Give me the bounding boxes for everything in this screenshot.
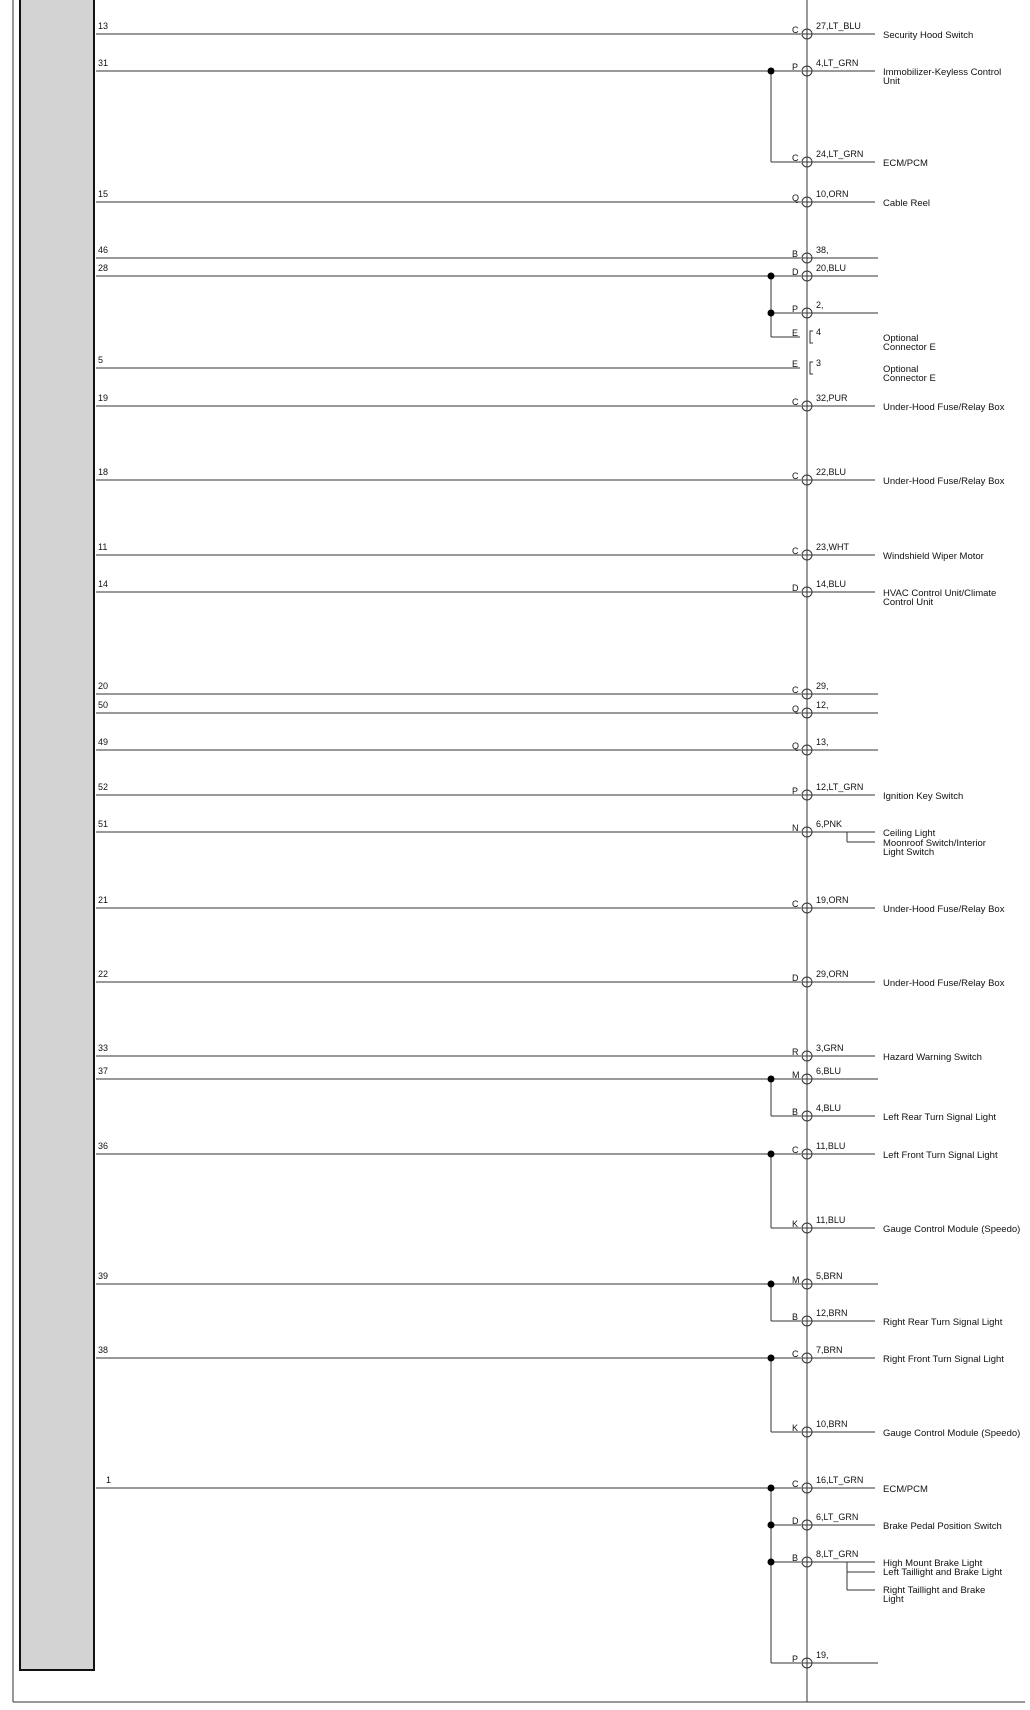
- connector-terminal: 6,LT_GRN: [816, 1512, 859, 1522]
- connector-terminal: 6,PNK: [816, 819, 843, 829]
- component-label: Under-Hood Fuse/Relay Box: [883, 476, 1005, 487]
- connector-terminal: 13,: [816, 737, 829, 747]
- splice-dot-icon: [768, 1355, 775, 1362]
- wire-row: [771, 149, 928, 169]
- connector-terminal: 14,BLU: [816, 579, 847, 589]
- module-pin-number: 20: [98, 681, 109, 691]
- connector-letter: C: [792, 685, 799, 695]
- wire-row: [96, 969, 1005, 989]
- connector-terminal: 12,: [816, 700, 829, 710]
- connector-letter: C: [792, 25, 799, 35]
- connector-letter: P: [792, 1654, 799, 1664]
- wire-row: [96, 579, 996, 608]
- component-label: Left Rear Turn Signal Light: [883, 1112, 997, 1123]
- wire-row: [771, 327, 936, 353]
- wire-row: [96, 58, 1001, 87]
- connector-terminal: 22,BLU: [816, 467, 847, 477]
- connector-letter: C: [792, 471, 799, 481]
- component-label: Under-Hood Fuse/Relay Box: [883, 904, 1005, 915]
- connector-letter: B: [792, 249, 799, 259]
- wire-row: [96, 782, 963, 802]
- connector-terminal: 19,: [816, 1650, 829, 1660]
- connector-letter: B: [792, 1312, 799, 1322]
- connector-terminal: 3,GRN: [816, 1043, 844, 1053]
- connector-terminal: 32,PUR: [816, 393, 848, 403]
- component-label: Gauge Control Module (Speedo): [883, 1224, 1021, 1235]
- component-label: Light: [883, 1594, 904, 1605]
- connector-letter: P: [792, 62, 799, 72]
- component-label: Left Front Turn Signal Light: [883, 1150, 998, 1161]
- wire-row: [96, 355, 936, 384]
- connector-letter: Q: [792, 193, 800, 203]
- connector-letter: P: [792, 786, 799, 796]
- connector-letter: C: [792, 153, 799, 163]
- connector-letter: C: [792, 1349, 799, 1359]
- control-module-body: [20, 0, 94, 1670]
- component-label: Control Unit: [883, 597, 934, 608]
- connector-letter: M: [792, 1070, 800, 1080]
- connector-letter: D: [792, 583, 799, 593]
- connector-terminal: 16,LT_GRN: [816, 1475, 864, 1485]
- connector-terminal: 12,LT_GRN: [816, 782, 864, 792]
- component-label: Optional: [883, 364, 919, 375]
- wire-row: [96, 263, 878, 281]
- module-pin-number: 49: [98, 737, 109, 747]
- component-label: Hazard Warning Switch: [883, 1052, 982, 1063]
- wire-row: [96, 819, 986, 858]
- connector-letter: Q: [792, 741, 800, 751]
- component-label: Right Taillight and Brake: [883, 1585, 986, 1596]
- connector-terminal: 24,LT_GRN: [816, 149, 864, 159]
- splice-dot-icon: [768, 1559, 775, 1566]
- connector-letter: E: [792, 359, 799, 369]
- connector-terminal: 11,BLU: [816, 1141, 846, 1151]
- connector-letter: N: [792, 823, 799, 833]
- wire-row: [96, 21, 973, 41]
- component-label: ECM/PCM: [883, 158, 928, 169]
- module-pin-number: 38: [98, 1345, 109, 1355]
- module-pin-number: 37: [98, 1066, 109, 1076]
- connector-terminal: 29,: [816, 681, 829, 691]
- module-pin-number: 1: [106, 1475, 112, 1485]
- module-pin-number: 33: [98, 1043, 109, 1053]
- connector-terminal: 7,BRN: [816, 1345, 843, 1355]
- connector-terminal: 4: [816, 327, 822, 337]
- connector-terminal: 6,BLU: [816, 1066, 842, 1076]
- connector-terminal: 4,LT_GRN: [816, 58, 859, 68]
- connector-letter: D: [792, 267, 799, 277]
- wire-row: [96, 700, 878, 718]
- component-label: Under-Hood Fuse/Relay Box: [883, 402, 1005, 413]
- connector-letter: D: [792, 973, 799, 983]
- component-label: Connector E: [883, 373, 936, 384]
- connector-terminal: 8,LT_GRN: [816, 1549, 859, 1559]
- splice-dot-icon: [768, 273, 775, 280]
- module-pin-number: 21: [98, 895, 109, 905]
- connector-letter: C: [792, 1145, 799, 1155]
- connector-letter: P: [792, 304, 799, 314]
- wire-row: [771, 1103, 996, 1123]
- connector-terminal: 2,: [816, 300, 824, 310]
- connector-letter: C: [792, 899, 799, 909]
- wire-row: [96, 467, 1005, 487]
- component-label: Security Hood Switch: [883, 30, 974, 41]
- wire-row: [96, 681, 878, 699]
- connector-letter: B: [792, 1107, 799, 1117]
- connector-letter: D: [792, 1516, 799, 1526]
- wire-row: [771, 1549, 1003, 1605]
- connector-letter: Q: [792, 704, 800, 714]
- connector-terminal: 29,ORN: [816, 969, 849, 979]
- connector-terminal: 3: [816, 358, 822, 368]
- connector-letter: M: [792, 1275, 800, 1285]
- splice-dot-icon: [768, 1151, 775, 1158]
- splice-dot-icon: [768, 1076, 775, 1083]
- component-label: Immobilizer-Keyless Control: [883, 67, 1002, 78]
- connector-terminal: 11,BLU: [816, 1215, 846, 1225]
- connector-terminal: 20,BLU: [816, 263, 847, 273]
- connector-terminal: 5,BRN: [816, 1271, 843, 1281]
- module-pin-number: 31: [98, 58, 109, 68]
- connector-letter: K: [792, 1219, 799, 1229]
- wire-row: [771, 1215, 1020, 1235]
- connector-letter: C: [792, 1479, 799, 1489]
- module-pin-number: 22: [98, 969, 109, 979]
- connector-letter: R: [792, 1047, 799, 1057]
- bracket-icon: [810, 362, 813, 374]
- splice-dot-icon: [768, 1522, 775, 1529]
- wire-row: [96, 737, 878, 755]
- module-pin-number: 52: [98, 782, 109, 792]
- component-label: Unit: [883, 76, 900, 87]
- module-pin-number: 36: [98, 1141, 109, 1151]
- wire-row: [96, 189, 930, 209]
- connector-letter: B: [792, 1553, 799, 1563]
- component-label: Gauge Control Module (Speedo): [883, 1428, 1021, 1439]
- module-pin-number: 5: [98, 355, 104, 365]
- wire-row: [96, 1345, 1004, 1365]
- wire-row: [96, 1141, 998, 1161]
- module-pin-number: 46: [98, 245, 109, 255]
- component-label: Ignition Key Switch: [883, 791, 964, 802]
- module-pin-number: 39: [98, 1271, 109, 1281]
- module-pin-number: 15: [98, 189, 109, 199]
- component-label: Optional: [883, 333, 919, 344]
- wire-row: [771, 1512, 1002, 1532]
- wire-row: [96, 542, 984, 562]
- connector-letter: C: [792, 397, 799, 407]
- wire-row: [771, 1419, 1020, 1439]
- module-pin-number: 50: [98, 700, 109, 710]
- connector-terminal: 38,: [816, 245, 829, 255]
- splice-dot-icon: [768, 310, 775, 317]
- wire-row: [96, 1066, 878, 1084]
- component-label: Right Rear Turn Signal Light: [883, 1317, 1003, 1328]
- module-pin-number: 18: [98, 467, 109, 477]
- component-label: Windshield Wiper Motor: [883, 551, 984, 562]
- connector-terminal: 19,ORN: [816, 895, 849, 905]
- wire-row: [771, 300, 878, 318]
- module-pin-number: 11: [98, 542, 108, 552]
- bracket-icon: [810, 331, 813, 343]
- splice-dot-icon: [768, 68, 775, 75]
- module-pin-number: 28: [98, 263, 109, 273]
- connector-terminal: 12,BRN: [816, 1308, 848, 1318]
- module-pin-number: 51: [98, 819, 109, 829]
- connector-letter: K: [792, 1423, 799, 1433]
- wire-rows: [96, 21, 1020, 1668]
- component-label: Under-Hood Fuse/Relay Box: [883, 978, 1005, 989]
- component-label: Connector E: [883, 342, 936, 353]
- wire-row: [96, 1043, 982, 1063]
- connector-terminal: 10,BRN: [816, 1419, 848, 1429]
- module-pin-number: 19: [98, 393, 109, 403]
- component-label: High Mount Brake Light: [883, 1558, 983, 1569]
- component-label: Cable Reel: [883, 198, 930, 209]
- wire-row: [771, 1308, 1003, 1328]
- component-label: Moonroof Switch/Interior: [883, 838, 986, 849]
- component-label: Brake Pedal Position Switch: [883, 1521, 1002, 1532]
- connector-terminal: 4,BLU: [816, 1103, 842, 1113]
- wire-row: [96, 1271, 878, 1289]
- module-pin-number: 14: [98, 579, 109, 589]
- wire-row: [96, 393, 1005, 413]
- component-label: Ceiling Light: [883, 828, 936, 839]
- wire-row: [96, 1475, 928, 1495]
- wire-row: [96, 245, 878, 263]
- connector-terminal: 27,LT_BLU: [816, 21, 861, 31]
- component-label: Right Front Turn Signal Light: [883, 1354, 1004, 1365]
- component-label: Light Switch: [883, 847, 935, 858]
- component-label: ECM/PCM: [883, 1484, 928, 1495]
- connector-terminal: 23,WHT: [816, 542, 850, 552]
- splice-dot-icon: [768, 1485, 775, 1492]
- component-label: Left Taillight and Brake Light: [883, 1567, 1003, 1578]
- splice-dot-icon: [768, 1281, 775, 1288]
- connector-letter: C: [792, 546, 799, 556]
- component-label: HVAC Control Unit/Climate: [883, 588, 997, 599]
- wire-row: [771, 1650, 878, 1668]
- connector-letter: E: [792, 328, 799, 338]
- wire-row: [96, 895, 1005, 915]
- connector-terminal: 10,ORN: [816, 189, 849, 199]
- module-pin-number: 13: [98, 21, 109, 31]
